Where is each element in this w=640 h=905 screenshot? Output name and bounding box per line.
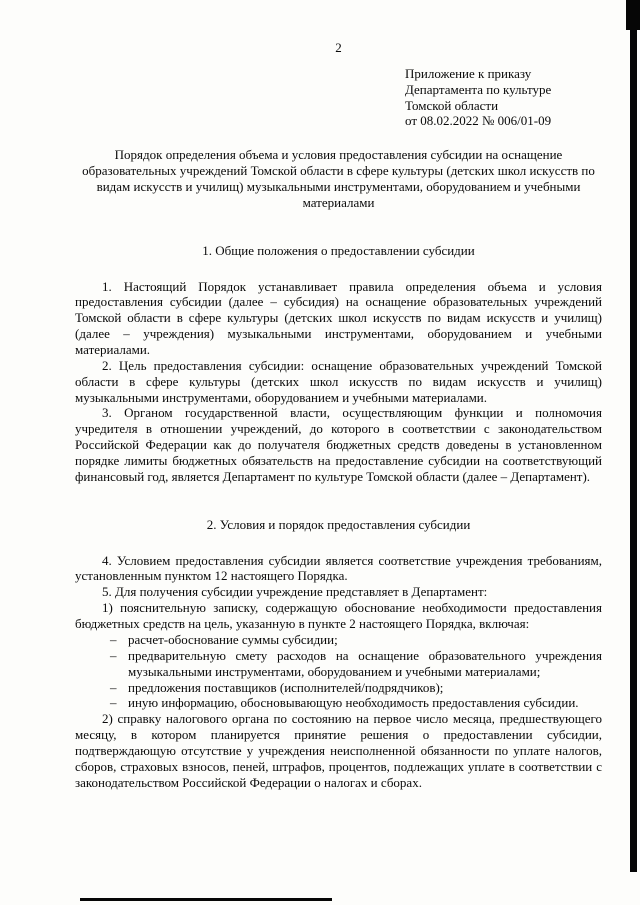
annex-line: Департамента по культуре	[405, 81, 552, 97]
scan-artifact-right-edge	[630, 0, 637, 872]
page-number: 2	[335, 40, 342, 55]
annex-line: Томской области	[405, 97, 499, 113]
paragraph-2: 2. Цель предоставления субсидии: оснащение образовательных учреждений Томской области в сфере культуры (детских школ искусств по видам искусств и училищ) музыкальными инструментами, оборудованием и учебными материалами.	[75, 357, 602, 405]
list-item-text: предварительную смету расходов на оснащение образовательного учреждения музыкальными инструментами, оборудованием и учебными материалами;	[128, 647, 602, 679]
annex-line: от 08.02.2022 № 006/01-09	[405, 113, 552, 129]
dash-marker: –	[110, 631, 117, 647]
section-2-heading: 2. Условия и порядок предоставления субсидии	[206, 516, 471, 532]
list-item	[75, 632, 602, 648]
list-item	[75, 680, 602, 696]
list-item-text: расчет-обоснование суммы субсидии;	[128, 631, 338, 647]
page-content	[75, 40, 602, 791]
scan-artifact-bottom-line	[80, 898, 332, 901]
paragraph-4: 4. Условием предоставления субсидии является соответствие учреждения требованиям, установленным пунктом 12 настоящего Порядка.	[75, 552, 602, 584]
list-item	[75, 695, 602, 711]
list-item	[75, 648, 602, 680]
document-title: Порядок определения объема и условия предоставления субсидии на оснащение образовательных учреждений Томской области в сфере культуры (детских школ искусств по видам искусств и училищ) музыкальными инструментами, оборудованием и учебными материалами	[82, 147, 595, 210]
list-item-text: предложения поставщиков (исполнителей/подрядчиков);	[128, 679, 444, 695]
paragraph-3: 3. Органом государственной власти, осуществляющим функции и полномочия учредителя в отношении учреждений, до которого в соответствии с законодательством Российской Федерации как до получателя бюджетных средств доведены в установленном порядке лимиты бюджетных обязательств на предоставление субсидии на соответствующий финансовый год, является Департамент по культуре Томской области (далее – Департамент).	[75, 405, 602, 484]
dash-marker: –	[110, 647, 117, 663]
paragraph-5: 5. Для получения субсидии учреждение представляет в Департамент:	[102, 584, 488, 600]
subitem-2: 2) справку налогового органа по состоянию на первое число месяца, предшествующего месяцу, в котором планируется принятие решения о предоставлении субсидии, подтверждающую отсутствие у учреждения неисполненной обязанности по уплате налогов, сборов, страховых взносов, пеней, штрафов, процентов, подлежащих уплате в соответствии с законодательством Российской Федерации о налогах и сборах.	[75, 711, 602, 790]
section-1-heading: 1. Общие положения о предоставлении субсидии	[202, 242, 475, 258]
section-1-body	[75, 279, 602, 485]
annex-line: Приложение к приказу	[405, 65, 532, 81]
subitem-1: 1) пояснительную записку, содержащую обоснование необходимости предоставления бюджетных средств на цель, указанную в пункте 2 настоящего Порядка, включая:	[75, 600, 602, 632]
annex-block	[405, 66, 602, 129]
section-2-body	[75, 553, 602, 791]
dash-list	[75, 632, 602, 711]
list-item-text: иную информацию, обосновывающую необходимость предоставления субсидии.	[128, 695, 579, 711]
dash-marker: –	[110, 679, 117, 695]
paragraph-1: 1. Настоящий Порядок устанавливает правила определения объема и условия предоставления субсидии (далее – субсидия) на оснащение образовательных учреждений Томской области в сфере культуры (детских школ искусств по видам искусств и училищ) (далее – учреждения) музыкальными инструментами, оборудованием и учебными материалами.	[75, 278, 602, 358]
dash-marker: –	[110, 695, 117, 711]
